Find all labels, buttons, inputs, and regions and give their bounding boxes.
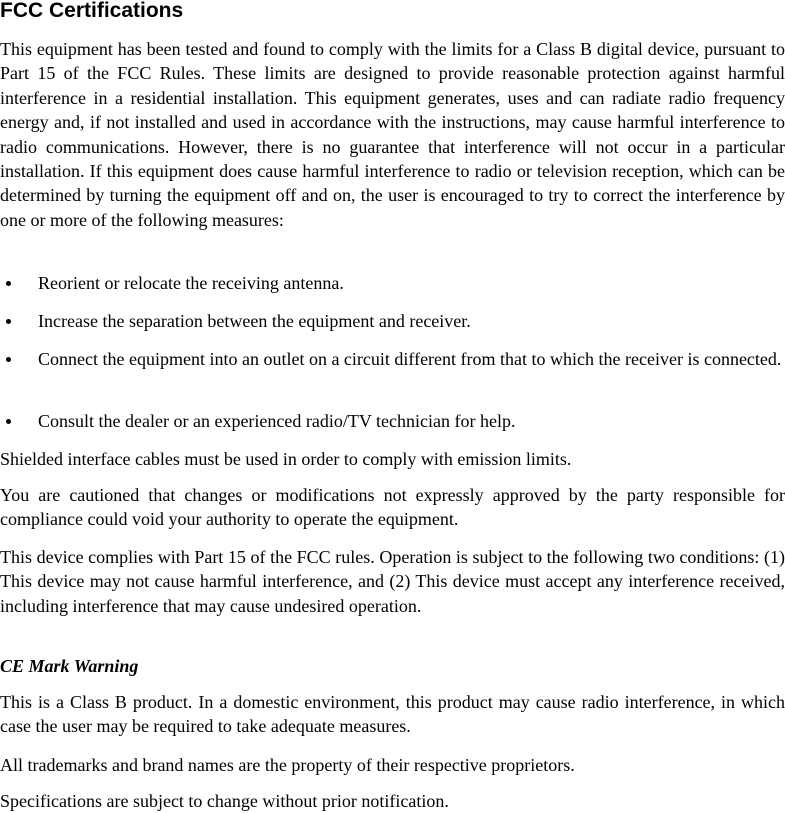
bullet-icon xyxy=(6,357,11,362)
specifications-notice: Specifications are subject to change without prior notification. xyxy=(0,791,449,811)
page-title: FCC Certifications xyxy=(0,0,184,22)
bullet-icon xyxy=(6,319,11,324)
bullet-icon xyxy=(6,419,11,424)
modification-warning: You are cautioned that changes or modifications not expressly approved by the party responsible for compliance could void your authority to operate the equipment. xyxy=(0,485,785,530)
ce-mark-heading: CE Mark Warning xyxy=(0,656,139,676)
measure-text: Increase the separation between the equipment and receiver. xyxy=(38,311,471,331)
trademarks-notice: All trademarks and brand names are the property of their respective proprietors. xyxy=(0,755,575,775)
measure-text: Reorient or relocate the receiving antenna. xyxy=(38,273,344,293)
measure-text: Connect the equipment into an outlet on a circuit different from that to which the receiver is connected. xyxy=(38,349,782,369)
measure-text: Consult the dealer or an experienced radio/TV technician for help. xyxy=(38,411,516,431)
bullet-icon xyxy=(6,281,11,286)
shielded-cables-note: Shielded interface cables must be used in order to comply with emission limits. xyxy=(0,449,572,469)
ce-warning-paragraph: This is a Class B product. In a domestic environment, this product may cause radio interference, in which case the user may be required to take adequate measures. xyxy=(0,692,785,737)
fcc-compliance-statement: This device complies with Part 15 of the FCC rules. Operation is subject to the following two conditions: (1) This device may not cause harmful interference, and (2) This device must accept any interference received, including interference that may cause undesired operation. xyxy=(0,547,785,616)
fcc-intro-paragraph: This equipment has been tested and found to comply with the limits for a Class B digital device, pursuant to Part 15 of the FCC Rules. These limits are designed to provide reasonable protection against harmful interference in a residential installation. This equipment generates, uses and can radiate radio frequency energy and, if not installed and used in accordance with the instructions, may cause harmful interference to radio communications. However, there is no guarantee that interference will not occur in a particular installation. If this equipment does cause harmful interference to radio or television reception, which can be determined by turning the equipment off and on, the user is encouraged to try to correct the interference by one or more of the following measures: xyxy=(0,39,785,230)
